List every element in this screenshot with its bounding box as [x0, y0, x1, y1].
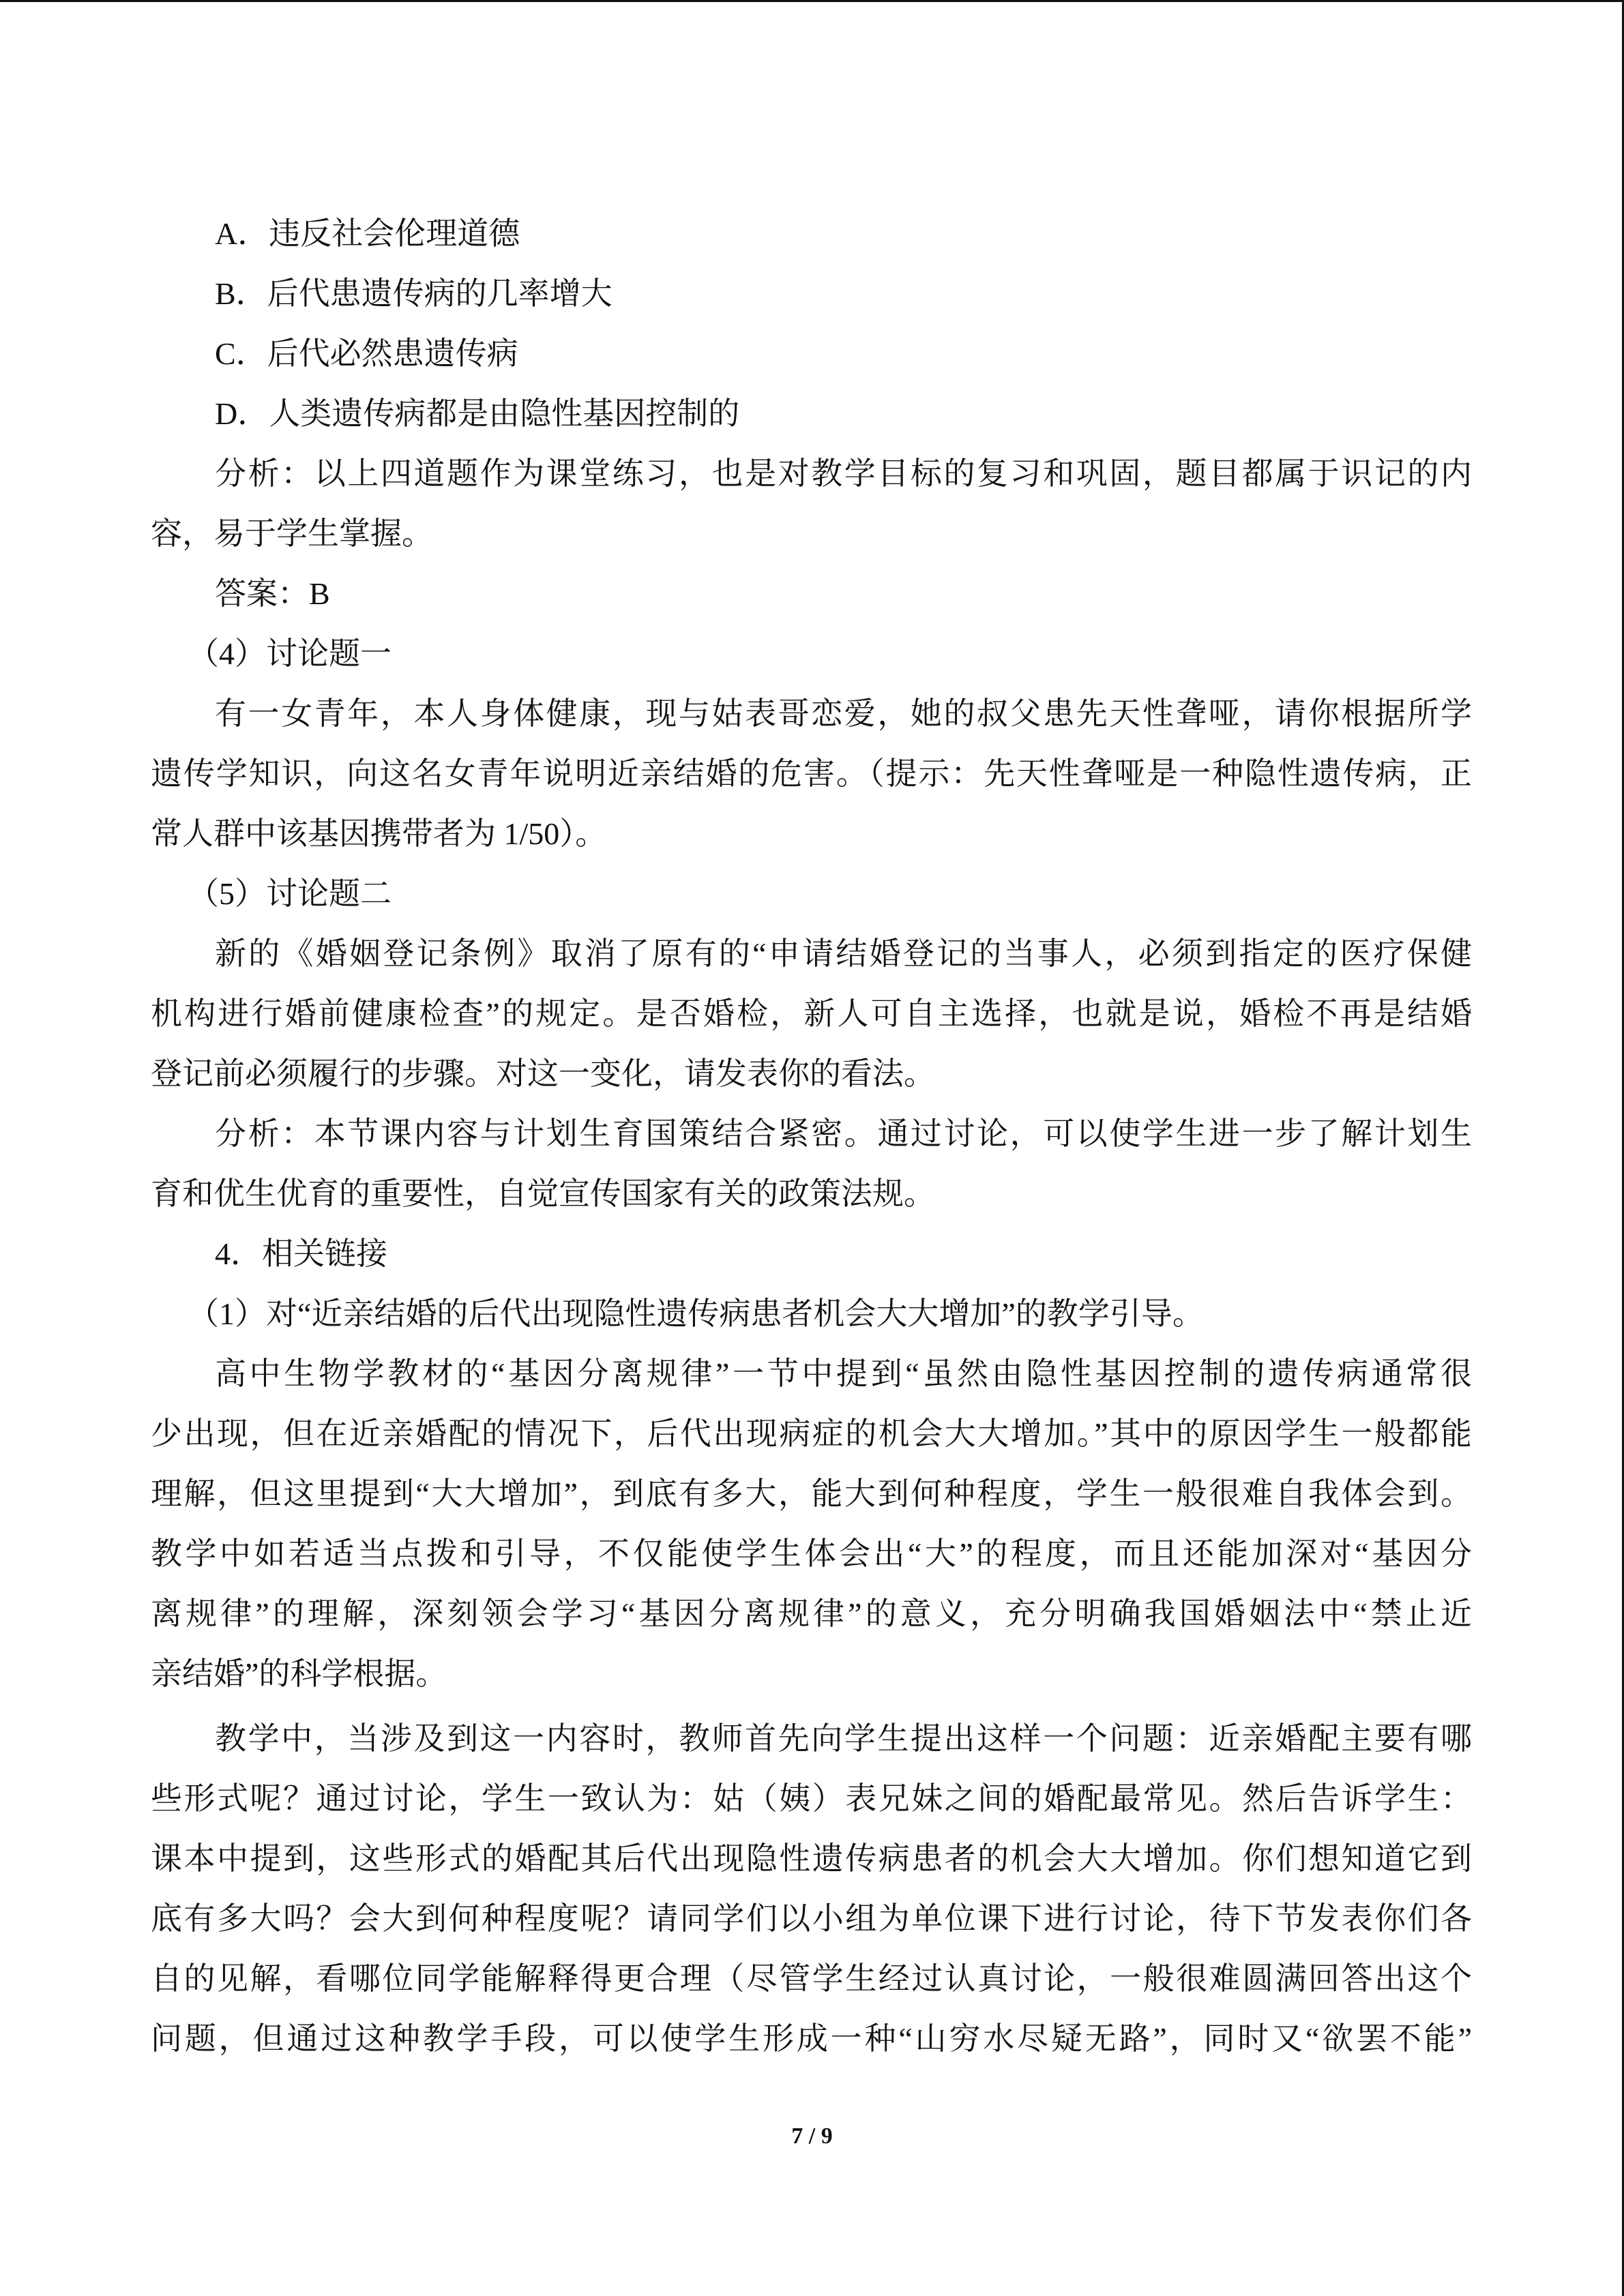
text-line: C．后代必然患遗传病	[215, 336, 518, 371]
text-line: （1）对“近亲结婚的后代出现隐性遗传病患者机会大大增加”的教学引导。	[188, 1296, 1204, 1331]
text-line: 底有多大吗？会大到何种程度呢？请同学们以小组为单位课下进行讨论，待下节发表你们各	[151, 1901, 1472, 1936]
text-line: 遗传学知识，向这名女青年说明近亲结婚的危害。（提示：先天性聋哑是一种隐性遗传病，正	[151, 756, 1472, 791]
text-line: B．后代患遗传病的几率增大	[215, 276, 612, 311]
text-line: 离规律”的理解，深刻领会学习“基因分离规律”的意义，充分明确我国婚姻法中“禁止近	[151, 1596, 1472, 1631]
text-line: 容，易于学生掌握。	[151, 516, 433, 551]
text-line: 答案：B	[215, 576, 330, 611]
text-line: 教学中如若适当点拨和引导，不仅能使学生体会出“大”的程度，而且还能加深对“基因分	[151, 1536, 1472, 1571]
option-b	[151, 264, 1472, 324]
text-line: 有一女青年，本人身体健康，现与姑表哥恋爱，她的叔父患先天性聋哑，请你根据所学	[215, 696, 1472, 731]
analysis-paragraph-1	[151, 444, 1472, 564]
text-line: 少出现，但在近亲婚配的情况下，后代出现病症的机会大大增加。”其中的原因学生一般都能	[151, 1416, 1472, 1451]
text-line: 分析：本节课内容与计划生育国策结合紧密。通过讨论，可以使学生进一步了解计划生	[215, 1116, 1472, 1151]
option-d	[151, 384, 1472, 444]
answer	[151, 564, 1472, 624]
text-line: 高中生物学教材的“基因分离规律”一节中提到“虽然由隐性基因控制的遗传病通常很	[215, 1356, 1472, 1391]
text-line: 课本中提到，这些形式的婚配其后代出现隐性遗传病患者的机会大大增加。你们想知道它到	[151, 1841, 1472, 1876]
text-line: A．违反社会伦理道德	[215, 216, 520, 251]
analysis-paragraph-2	[151, 1104, 1472, 1224]
option-c	[151, 324, 1472, 384]
text-line: 4．相关链接	[215, 1236, 387, 1271]
section-heading-related-links	[151, 1224, 1472, 1284]
page-number: 7 / 9	[791, 2123, 833, 2149]
text-line: 问题，但通过这种教学手段，可以使学生形成一种“山穷水尽疑无路”，同时又“欲罢不能”	[151, 2021, 1472, 2056]
text-line: 登记前必须履行的步骤。对这一变化，请发表你的看法。	[151, 1056, 935, 1091]
text-line: 新的《婚姻登记条例》取消了原有的“申请结婚登记的当事人，必须到指定的医疗保健	[215, 936, 1472, 971]
related-links-subheading	[151, 1284, 1472, 1344]
text-line: 育和优生优育的重要性，自觉宣传国家有关的政策法规。	[151, 1176, 935, 1211]
text-line: D．人类遗传病都是由隐性基因控制的	[215, 396, 740, 431]
related-links-paragraph-1	[151, 1344, 1472, 1704]
text-line: 理解，但这里提到“大大增加”，到底有多大，能大到何种程度，学生一般很难自我体会到。	[151, 1476, 1472, 1511]
text-line: 自的见解，看哪位同学能解释得更合理（尽管学生经过认真讨论，一般很难圆满回答出这个	[151, 1961, 1472, 1996]
text-line: 分析：以上四道题作为课堂练习，也是对教学目标的复习和巩固，题目都属于识记的内	[215, 456, 1472, 491]
text-line: 机构进行婚前健康检查”的规定。是否婚检，新人可自主选择，也就是说，婚检不再是结婚	[151, 996, 1472, 1031]
discussion-2-paragraph	[151, 924, 1472, 1104]
option-a	[151, 204, 1472, 264]
text-line: 教学中，当涉及到这一内容时，教师首先向学生提出这样一个问题：近亲婚配主要有哪	[215, 1721, 1472, 1756]
text-line: 常人群中该基因携带者为 1/50）。	[151, 816, 607, 851]
text-line: （5）讨论题二	[188, 876, 392, 911]
text-line: 亲结婚”的科学根据。	[151, 1656, 447, 1691]
discussion-1-heading	[151, 624, 1472, 684]
page-content	[151, 204, 1472, 2069]
related-links-paragraph-2	[151, 1709, 1472, 2069]
discussion-2-heading	[151, 864, 1472, 924]
page-border-top	[0, 0, 1624, 2]
text-line: （4）讨论题一	[188, 636, 392, 671]
text-line: 些形式呢？通过讨论，学生一致认为：姑（姨）表兄妹之间的婚配最常见。然后告诉学生：	[151, 1781, 1472, 1816]
discussion-1-paragraph	[151, 684, 1472, 864]
